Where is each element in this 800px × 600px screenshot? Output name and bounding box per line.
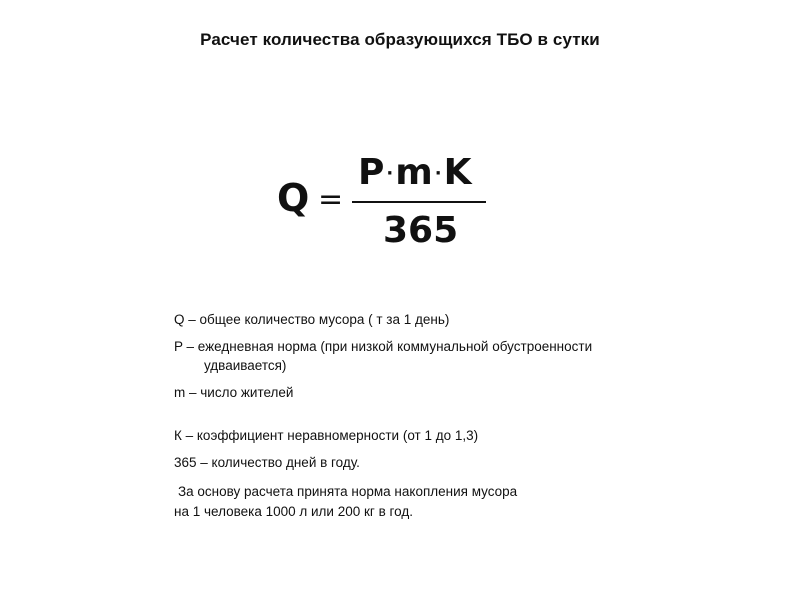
definitions-list: [174, 310, 694, 472]
formula-var-m: m: [395, 152, 433, 193]
norm-note-line-1: За основу расчета принята норма накопления мусора: [178, 484, 518, 499]
definition-p-continued: удваивается): [204, 358, 287, 373]
formula-dot-1: ·: [386, 163, 394, 184]
formula-denominator: 365: [383, 210, 459, 251]
formula-equals-sign: =: [318, 182, 344, 217]
definition-m: m – число жителей: [174, 385, 294, 400]
formula-lhs: Q: [277, 176, 310, 220]
formula-dot-2: ·: [434, 163, 442, 184]
formula-numerator: [358, 150, 472, 197]
formula-var-k: K: [443, 152, 472, 193]
norm-note-line-2: на 1 человека 1000 л или 200 кг в год.: [174, 504, 413, 519]
definition-365: 365 – количество дней в году.: [174, 455, 360, 470]
definition-k: К – коэффициент неравномерности (от 1 до 1,3): [174, 428, 479, 443]
definition-q: Q – общее количество мусора ( т за 1 день): [174, 312, 450, 327]
slide-title: Расчет количества образующихся ТБО в сутки: [200, 30, 600, 49]
formula-fraction-bar: [352, 201, 486, 203]
norm-note: [174, 482, 694, 522]
formula-var-p: P: [358, 152, 385, 193]
definition-p: P – ежедневная норма (при низкой коммунальной обустроенности: [174, 339, 593, 354]
